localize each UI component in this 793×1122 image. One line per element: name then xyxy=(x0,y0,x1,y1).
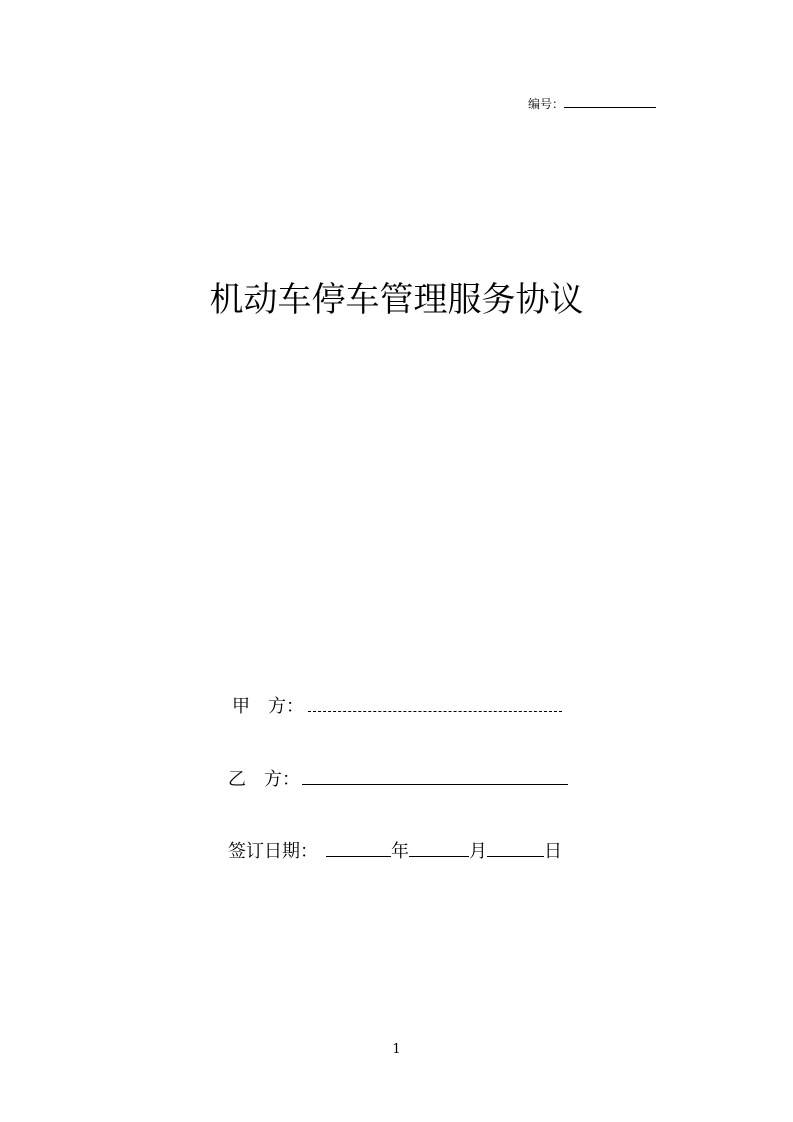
sign-day-blank[interactable] xyxy=(487,838,544,857)
serial-number-blank[interactable] xyxy=(564,96,656,108)
party-a-blank[interactable] xyxy=(308,693,562,712)
day-label: 日 xyxy=(544,841,562,862)
sign-date-label: 签订日期： xyxy=(228,841,318,862)
page-number: 1 xyxy=(392,1042,401,1057)
sign-year-blank[interactable] xyxy=(326,838,391,857)
party-b-field xyxy=(228,766,568,792)
serial-number-label: 编号： xyxy=(528,97,565,111)
sign-month-blank[interactable] xyxy=(409,838,469,857)
serial-number xyxy=(528,96,656,112)
document-title: 机动车停车管理服务协议 xyxy=(209,280,584,320)
party-a-field xyxy=(232,693,562,719)
month-label: 月 xyxy=(469,841,487,862)
year-label: 年 xyxy=(391,841,409,862)
sign-date-field xyxy=(228,838,562,864)
party-b-blank[interactable] xyxy=(302,766,568,785)
party-b-label: 乙 方： xyxy=(228,769,300,790)
party-a-label: 甲 方： xyxy=(232,696,304,717)
